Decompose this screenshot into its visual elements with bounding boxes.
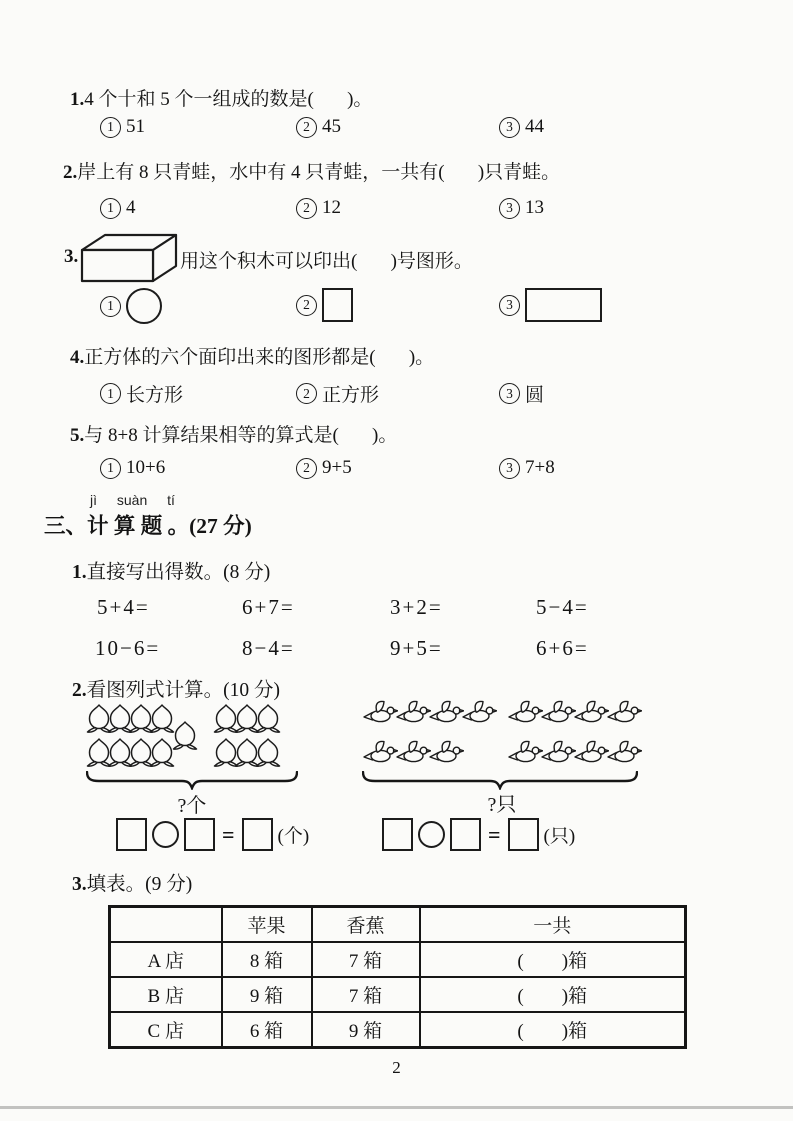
question-4-number: 4. (70, 347, 85, 368)
subsection-3-text: 填表。(9 分) (86, 874, 193, 895)
peach-question-label: ?个 (177, 795, 207, 817)
number-box (450, 818, 481, 851)
table-row (110, 1012, 686, 1048)
subsection-3-heading (72, 868, 192, 896)
bananas-cell: 9 箱 (312, 1012, 420, 1048)
table-header-row (110, 907, 686, 943)
circled-number-icon: 2 (296, 383, 317, 404)
bananas-cell: 7 箱 (312, 977, 420, 1012)
section-pinyin: jì suàn tí (90, 492, 175, 508)
circled-number-icon: 2 (296, 198, 317, 219)
math-expression: 5+4= (97, 595, 150, 619)
question-5-option-1 (100, 457, 165, 479)
subsection-2-heading (72, 674, 280, 702)
header-cell-empty (110, 907, 222, 943)
option-label: 7+8 (525, 457, 555, 478)
bird-icon (540, 699, 576, 731)
option-label: 4 (126, 197, 136, 218)
math-expression: 8−4= (242, 636, 295, 660)
fill-in-table (108, 905, 687, 1049)
table-row (110, 977, 686, 1012)
question-5-text: 与 8+8 计算结果相等的算式是( )。 (84, 425, 398, 446)
bird-icon (428, 699, 464, 731)
question-4-option-3 (499, 380, 544, 407)
answer-box (508, 818, 539, 851)
question-3-option-3 (499, 288, 602, 322)
peach-icon (255, 703, 281, 738)
subsection-1-number: 1. (72, 562, 87, 583)
bird-icon (507, 739, 543, 771)
circled-number-icon: 1 (100, 198, 121, 219)
math-expression: 6+6= (536, 636, 589, 660)
equals-sign: = (488, 821, 501, 847)
subsection-2-number: 2. (72, 680, 87, 701)
question-5-option-2 (296, 457, 352, 479)
question-2-option-3 (499, 197, 544, 219)
bird-icon (362, 739, 398, 771)
store-cell: A 店 (110, 942, 222, 977)
bird-icon (573, 699, 609, 731)
header-cell-total: 一共 (420, 907, 686, 943)
bird-icon (540, 739, 576, 771)
equation-template-peaches (116, 818, 309, 851)
circled-number-icon: 3 (499, 198, 520, 219)
cuboid-block-image (80, 232, 178, 284)
circled-number-icon: 2 (296, 458, 317, 479)
subsection-1-heading (72, 556, 270, 584)
question-2 (63, 157, 560, 184)
bird-icon (606, 699, 642, 731)
question-3-option-2 (296, 288, 353, 322)
question-5-number: 5. (70, 425, 85, 446)
question-5-option-3 (499, 457, 555, 479)
question-5 (70, 420, 397, 447)
question-2-text: 岸上有 8 只青蛙，水中有 4 只青蛙，一共有( )只青蛙。 (77, 162, 561, 183)
number-box (184, 818, 215, 851)
store-cell: B 店 (110, 977, 222, 1012)
apples-cell: 9 箱 (222, 977, 312, 1012)
circled-number-icon: 3 (499, 458, 520, 479)
page-number: 2 (392, 1058, 401, 1077)
question-1-option-3 (499, 116, 544, 138)
question-3-text: 用这个积木可以印出( )号图形。 (180, 251, 473, 272)
option-label: 51 (126, 116, 145, 137)
square-shape-icon (322, 288, 353, 322)
circled-number-icon: 1 (100, 296, 121, 317)
bird-icon (461, 699, 497, 731)
answer-box (242, 818, 273, 851)
header-cell-bananas: 香蕉 (312, 907, 420, 943)
circled-number-icon: 1 (100, 117, 121, 138)
peach-picture-group (86, 703, 298, 817)
question-2-option-1 (100, 197, 136, 219)
circled-number-icon: 3 (499, 383, 520, 404)
question-4-option-2 (296, 380, 379, 407)
option-label: 9+5 (322, 457, 352, 478)
page-bottom-divider (0, 1106, 793, 1109)
circle-shape-icon (126, 288, 162, 324)
subsection-3-number: 3. (72, 874, 87, 895)
option-label: 13 (525, 197, 544, 218)
math-expression: 10−6= (95, 636, 161, 660)
option-label: 44 (525, 116, 544, 137)
question-1-option-1 (100, 116, 145, 138)
header-cell-apples: 苹果 (222, 907, 312, 943)
subsection-2-text: 看图列式计算。(10 分) (86, 680, 280, 701)
section-title: 三、计 算 题 。(27 分) (44, 514, 252, 538)
option-label: 圆 (525, 385, 545, 406)
question-1-text: 4 个十和 5 个一组成的数是( )。 (84, 89, 373, 110)
question-1-option-2 (296, 116, 341, 138)
operator-circle (152, 821, 179, 848)
question-3-number: 3. (64, 246, 79, 267)
option-label: 12 (322, 197, 341, 218)
rectangle-shape-icon (525, 288, 602, 322)
circled-number-icon: 2 (296, 295, 317, 316)
question-4-option-1 (100, 380, 183, 407)
question-3-option-1 (100, 288, 162, 324)
bananas-cell: 7 箱 (312, 942, 420, 977)
subsection-1-text: 直接写出得数。(8 分) (86, 562, 271, 583)
math-expression: 9+5= (390, 636, 443, 660)
unit-label: (个) (277, 826, 310, 847)
total-blank-cell: ( )箱 (420, 942, 686, 977)
option-label: 长方形 (126, 385, 184, 406)
number-box (116, 818, 147, 851)
table-row (110, 942, 686, 977)
bird-icon (395, 739, 431, 771)
bird-picture-group (362, 699, 642, 816)
bird-icon (395, 699, 431, 731)
option-label: 正方形 (322, 385, 380, 406)
bird-question-label: ?只 (487, 794, 517, 816)
question-4 (70, 342, 434, 369)
peach-icon (172, 720, 198, 755)
circled-number-icon: 3 (499, 117, 520, 138)
bird-icon (573, 739, 609, 771)
number-box (382, 818, 413, 851)
circled-number-icon: 1 (100, 383, 121, 404)
bird-icon (507, 699, 543, 731)
math-expression: 5−4= (536, 595, 589, 619)
apples-cell: 8 箱 (222, 942, 312, 977)
store-cell: C 店 (110, 1012, 222, 1048)
math-expression: 6+7= (242, 595, 295, 619)
circled-number-icon: 2 (296, 117, 317, 138)
circled-number-icon: 1 (100, 458, 121, 479)
operator-circle (418, 821, 445, 848)
equation-template-birds (382, 818, 575, 851)
unit-label: (只) (543, 826, 576, 847)
question-4-text: 正方体的六个面印出来的图形都是( )。 (84, 347, 435, 368)
question-2-option-2 (296, 197, 341, 219)
peach-icon (255, 737, 281, 772)
bird-icon (362, 699, 398, 731)
bird-icon (428, 739, 464, 771)
equals-sign: = (222, 821, 235, 847)
question-2-number: 2. (63, 162, 78, 183)
circled-number-icon: 3 (499, 295, 520, 316)
option-label: 10+6 (126, 457, 166, 478)
bird-icon (606, 739, 642, 771)
total-blank-cell: ( )箱 (420, 1012, 686, 1048)
brace-under-peaches (86, 771, 298, 790)
apples-cell: 6 箱 (222, 1012, 312, 1048)
question-1 (70, 84, 372, 111)
total-blank-cell: ( )箱 (420, 977, 686, 1012)
option-label: 45 (322, 116, 341, 137)
math-expression: 3+2= (390, 595, 443, 619)
question-1-number: 1. (70, 89, 85, 110)
